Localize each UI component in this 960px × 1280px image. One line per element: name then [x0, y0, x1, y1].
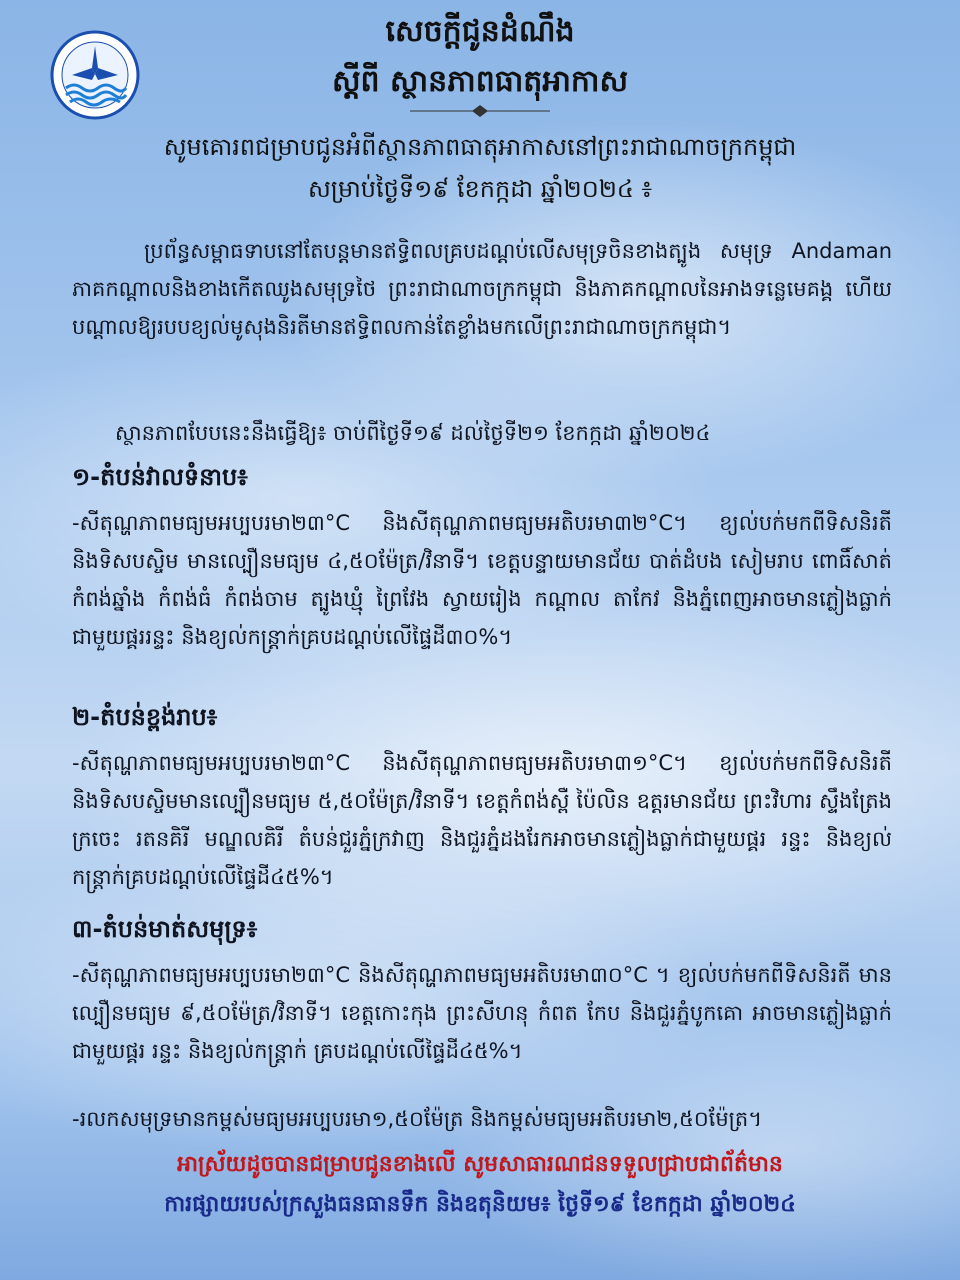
main-paragraph: ប្រព័ន្ធសម្ពាធទាបនៅតែបន្តមានឥទ្ធិពលគ្របដណ្តប់លើសមុទ្រចិនខាងត្បូង សមុទ្រ Andaman ភាគកណ្តាលនិងខាងកើតឈូងសមុទ្រថៃ ព្រះរាជាណាចក្រកម្ពុជា និងភាគកណ្តាលនៃអាងទន្លេមេគង្គ ហើយបណ្តាលឱ្យរបបខ្យល់មូសុងនិរតីមានឥទ្ធិពលកាន់តែខ្លាំងមកលើព្រះរាជាណាចក្រកម្ពុជា។: [72, 239, 892, 339]
region-heading-lowland: ១-តំបន់វាលទំនាប៖: [72, 463, 248, 491]
intro-line-1: សូមគោរពជម្រាបជូនអំពីស្ថានភាពធាតុអាកាសនៅព្រះរាជាណាចក្រកម្ពុជា: [163, 133, 797, 161]
region-heading-plateau: ២-តំបន់ខ្ពង់រាប៖: [72, 703, 218, 731]
region-text-plateau: -សីតុណ្ហភាពមធ្យមអប្បបរមា២៣°C និងសីតុណ្ហភាពមធ្យមអតិបរមា៣១°C។ ខ្យល់បក់មកពីទិសនិរតី និងទិសបស្ចិមមានល្បឿនមធ្យម ៥,៥០ម៉ែត្រ/វិនាទី។ ខេត្តកំពង់ស្ពឺ ប៉ៃលិន ឧត្តរមានជ័យ ព្រះវិហារ ស្ទឹងត្រែង ក្រចេះ រតនគិរី មណ្ឌលគិរី តំបន់ជួរភ្នំក្រវាញ និងជួរភ្នំដងរែកអាចមានភ្លៀងធ្លាក់ជាមួយផ្គរ រន្ទះ និងខ្យល់កន្ត្រាក់គ្របដណ្តប់លើផ្ទៃដី៤៥%។: [72, 751, 892, 889]
period-paragraph: ស្ថានភាពបែបនេះនឹងធ្វើឱ្យ៖ ចាប់ពីថ្ងៃទី១៩ ដល់ថ្ងៃទី២១ ខែកក្កដា ឆ្នាំ២០២៤: [115, 421, 711, 445]
footer-notice: អាស្រ័យដូចបានជម្រាបជូនខាងលើ សូមសាធារណជនទទួលជ្រាបជាព័ត៌មាន: [177, 1152, 783, 1177]
document-title: សេចក្តីជូនដំណឹង: [385, 14, 575, 49]
wave-height-text: -រលកសមុទ្រមានកម្ពស់មធ្យមអប្បបរមា១,៥០ម៉ែត្រ និងកម្ពស់មធ្យមអតិបរមា២,៥០ម៉ែត្រ។: [72, 1107, 763, 1131]
intro-line-2: សម្រាប់ថ្ងៃទី១៩ ខែកក្កដា ឆ្នាំ២០២៤ ៖: [307, 175, 653, 203]
region-text-lowland: -សីតុណ្ហភាពមធ្យមអប្បបរមា២៣°C និងសីតុណ្ហភាពមធ្យមអតិបរមា៣២°C។ ខ្យល់បក់មកពីទិសនិរតី និងទិសបស្ចិម មានល្បឿនមធ្យម ៤,៥០ម៉ែត្រ/វិនាទី។ ខេត្តបន្ទាយមានជ័យ បាត់ដំបង សៀមរាប ពោធិ៍សាត់ កំពង់ឆ្នាំង កំពង់ធំ កំពង់ចាម ត្បូងឃ្មុំ ព្រៃវែង ស្វាយរៀង កណ្តាល តាកែវ និងភ្នំពេញអាចមានភ្លៀងធ្លាក់ជាមួយផ្គររន្ទះ និងខ្យល់កន្ត្រាក់គ្របដណ្តប់លើផ្ទៃដី៣០%។: [72, 511, 892, 649]
divider-ornament-icon: [410, 104, 550, 118]
document-subtitle: ស្តីពី ស្ថានភាពធាតុអាកាស: [331, 64, 629, 99]
region-text-coastal: -សីតុណ្ហភាពមធ្យមអប្បបរមា២៣°C និងសីតុណ្ហភាពមធ្យមអតិបរមា៣០°C ។ ខ្យល់បក់មកពីទិសនិរតី មានល្បឿនមធ្យម ៩,៥០ម៉ែត្រ/វិនាទី។ ខេត្តកោះកុង ព្រះសីហនុ កំពត កែប និងជួរភ្នំបូកគោ អាចមានភ្លៀងធ្លាក់ជាមួយផ្គរ រន្ទះ និងខ្យល់កន្ត្រាក់ គ្របដណ្តប់លើផ្ទៃដី៤៥%។: [72, 963, 892, 1063]
footer-publisher: ការផ្សាយរបស់ក្រសួងធនធានទឹក និងឧតុនិយម៖ ថ្ងៃទី១៩ ខែកក្កដា ឆ្នាំ២០២៤: [164, 1192, 796, 1217]
region-heading-coastal: ៣-តំបន់មាត់សមុទ្រ៖: [72, 915, 258, 943]
